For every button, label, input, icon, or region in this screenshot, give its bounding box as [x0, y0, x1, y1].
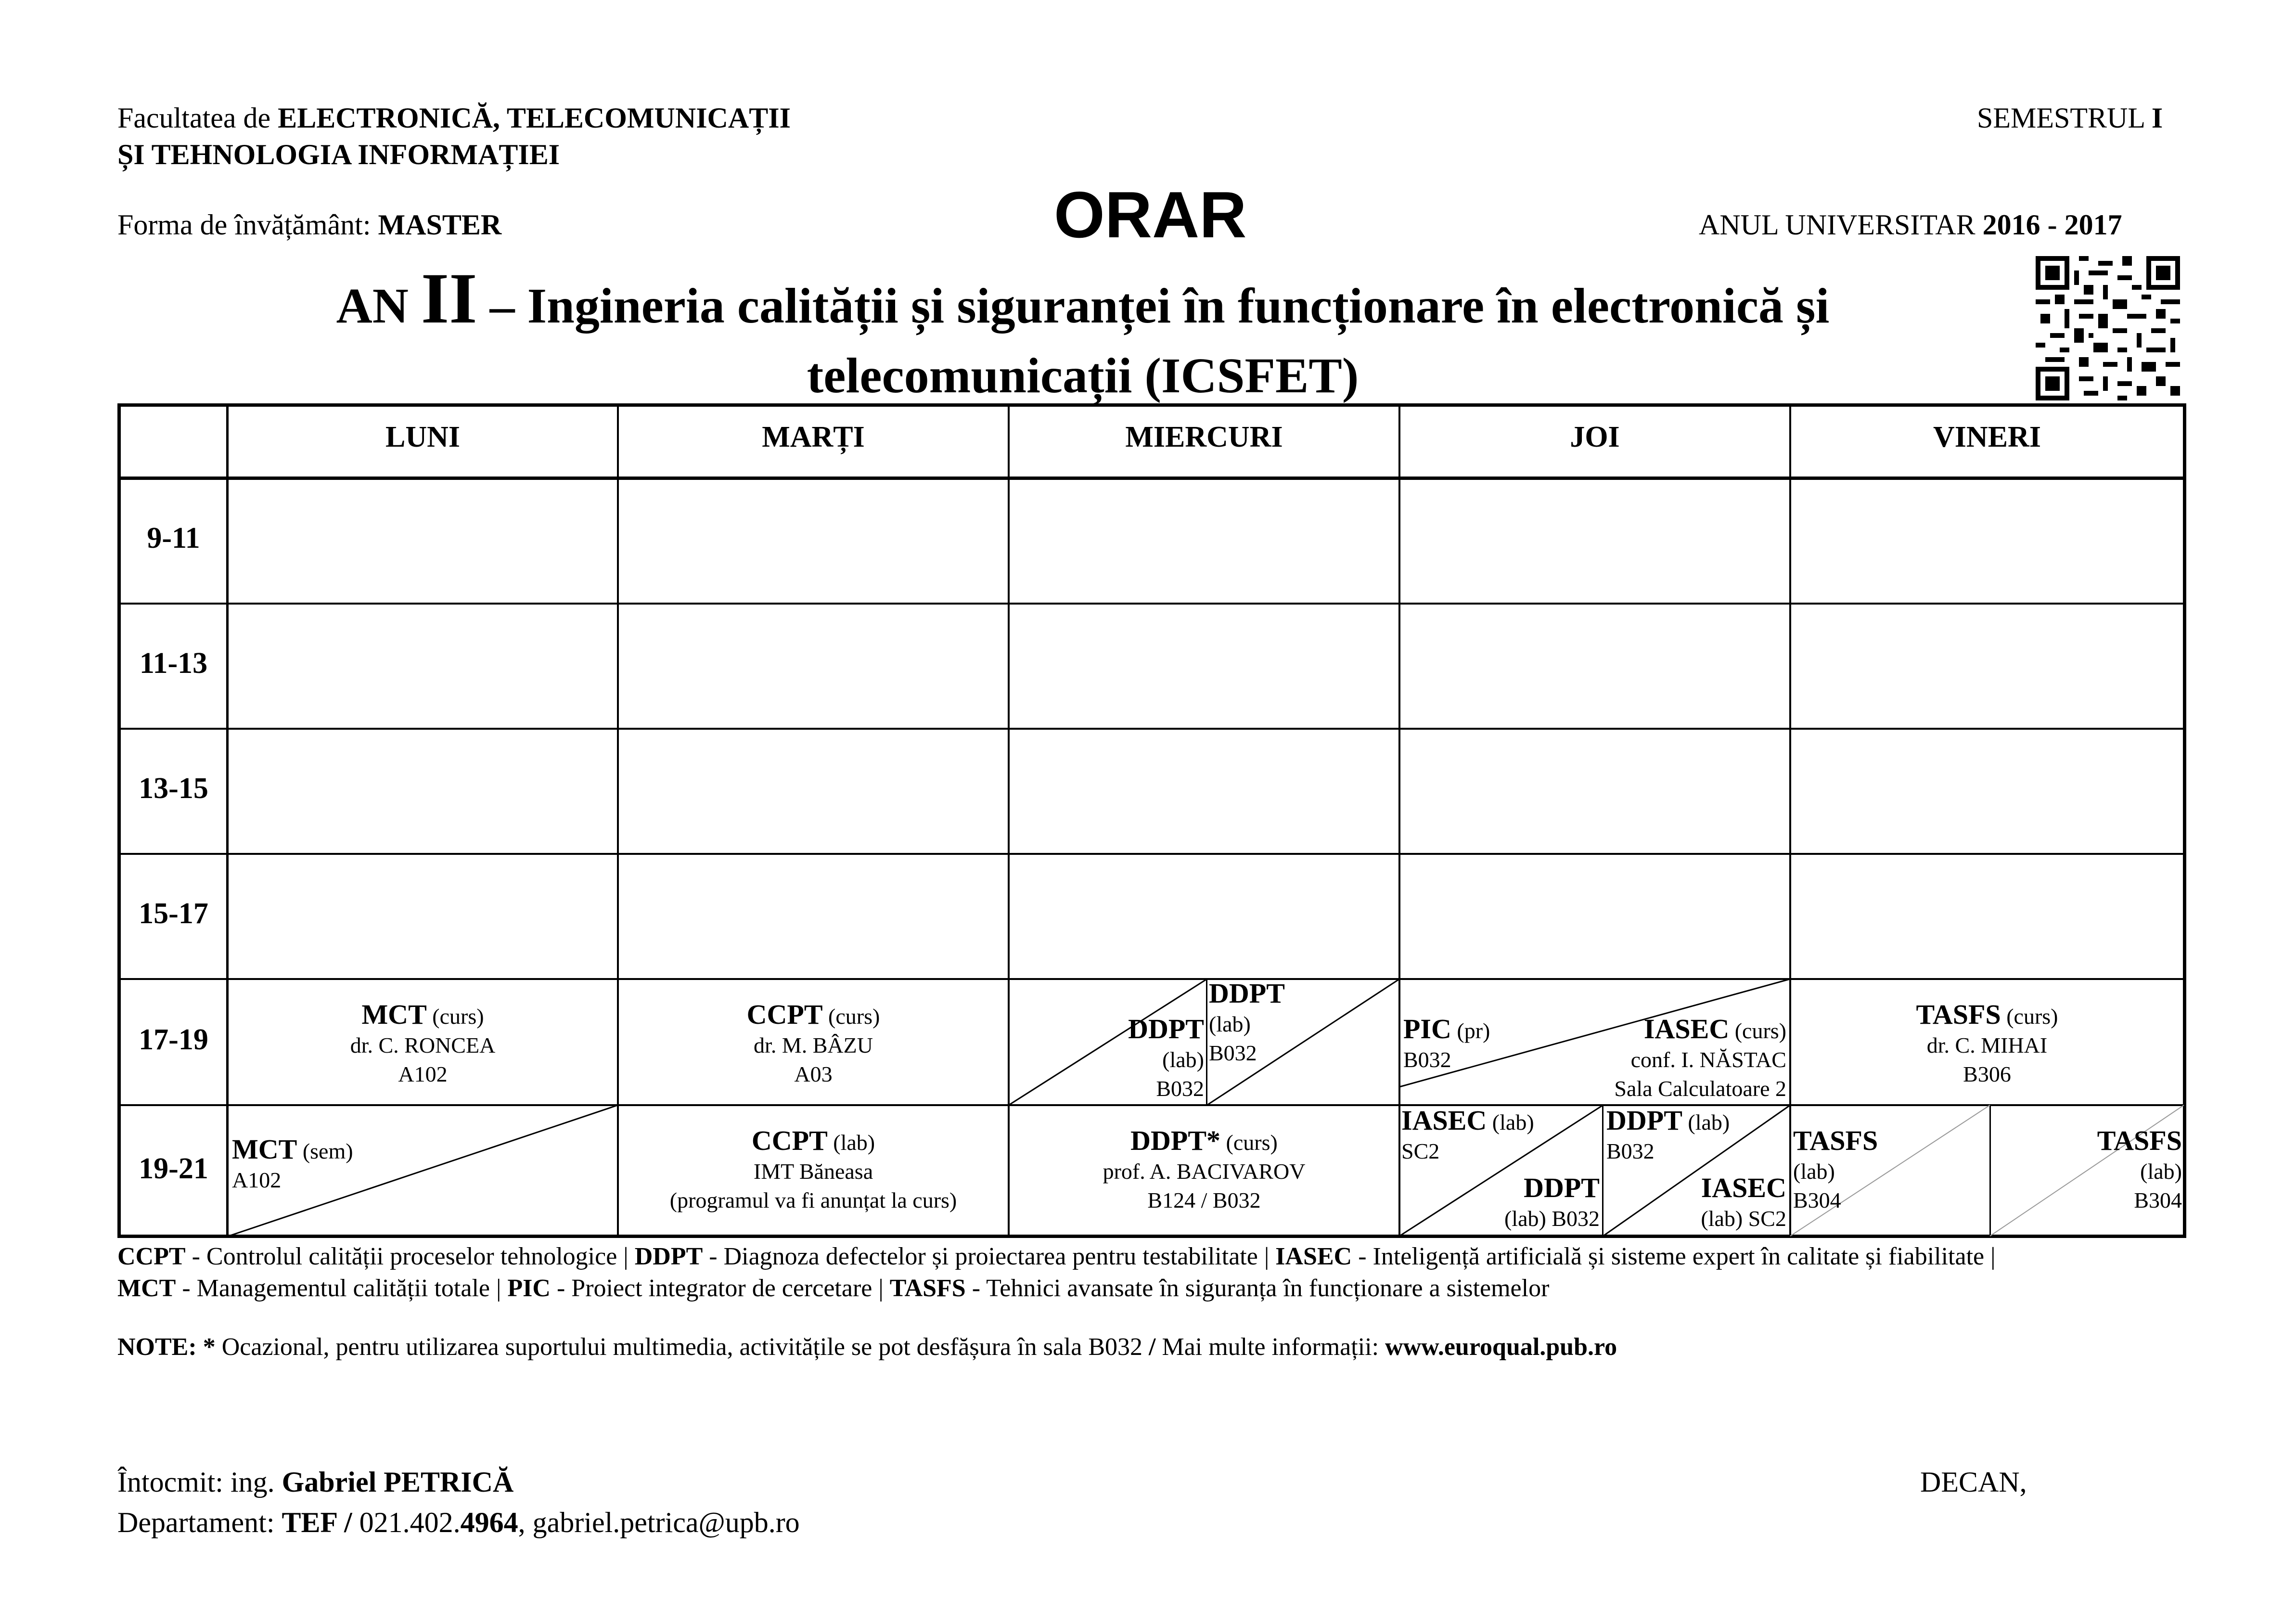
class-thu-19-21-a[interactable] — [1401, 1106, 1594, 1166]
room: B304 — [1793, 1188, 1841, 1212]
department-value: TEF — [282, 1507, 337, 1538]
class-thu-19-21-d[interactable] — [1609, 1173, 1786, 1233]
class-kind: (lab) — [1209, 1012, 1251, 1036]
teacher: dr. C. RONCEA — [350, 1033, 496, 1057]
slot-9-11: 9-11 — [147, 522, 200, 554]
website-link[interactable]: www.euroqual.pub.ro — [1385, 1333, 1617, 1361]
class-kind: (curs) — [1226, 1130, 1278, 1155]
room: A03 — [794, 1062, 833, 1086]
class-kind: (pr) — [1457, 1018, 1490, 1043]
faculty-line-2 — [117, 138, 560, 171]
academic-year-label: ANUL UNIVERSITAR — [1699, 209, 1975, 241]
class-wed-19-21[interactable] — [1010, 1126, 1398, 1215]
class-thu-19-21-b[interactable] — [1417, 1173, 1600, 1233]
class-fri-19-21-b[interactable] — [1991, 1126, 2182, 1215]
note-text-2: Mai multe informații: — [1155, 1333, 1385, 1361]
class-kind-room: (lab) SC2 — [1701, 1206, 1786, 1231]
room: B306 — [1963, 1062, 2011, 1086]
legend-text: - Managementul calității totale | — [176, 1275, 508, 1302]
subject: CCPT — [746, 999, 823, 1030]
department-slash: / — [336, 1507, 359, 1538]
class-kind: (curs) — [828, 1004, 880, 1029]
class-wed-17-19-a[interactable] — [1010, 1015, 1204, 1103]
class-kind: (lab) — [833, 1130, 875, 1155]
subject: IASEC — [1701, 1172, 1786, 1203]
slot-11-13: 11-13 — [139, 647, 208, 680]
program-name-1: – Ingineria calității și siguranței în funcționare în electronică și — [489, 278, 1830, 334]
faculty-line-1 — [117, 101, 791, 135]
phone-prefix: 021.402. — [359, 1507, 461, 1538]
teacher: conf. I. NĂSTAC — [1630, 1047, 1786, 1072]
subject: IASEC — [1643, 1013, 1730, 1044]
study-form — [117, 208, 501, 242]
legend-abbr: TASFS — [889, 1275, 966, 1302]
subject: PIC — [1403, 1013, 1451, 1044]
subject: DDPT — [1128, 1013, 1204, 1044]
legend-text: - Proiect integrator de cercetare | — [550, 1275, 890, 1302]
prepared-name: Gabriel PETRICĂ — [282, 1466, 514, 1498]
study-form-value: MASTER — [378, 209, 502, 241]
class-note: (programul va fi anunțat la curs) — [669, 1188, 957, 1212]
note-star: * — [203, 1333, 216, 1361]
subject: DDPT — [1524, 1172, 1600, 1203]
department-label: Departament: — [117, 1507, 275, 1538]
split-cell-diagonals — [117, 403, 2186, 1238]
legend-abbr: PIC — [507, 1275, 551, 1302]
subject: TASFS — [1916, 999, 2001, 1030]
legend-abbr: MCT — [117, 1275, 176, 1302]
room: B304 — [2134, 1188, 2182, 1212]
class-kind: (lab) — [2140, 1159, 2182, 1184]
semester-label: SEMESTRUL — [1977, 102, 2144, 134]
room: A102 — [232, 1168, 282, 1192]
room: B032 — [1209, 1041, 1257, 1065]
class-kind: (lab) — [1492, 1110, 1534, 1134]
day-wednesday: MIERCURI — [1125, 421, 1283, 453]
legend-text: - Inteligență artificială și sisteme expert în calitate și fiabilitate | — [1352, 1243, 1996, 1270]
subject: IASEC — [1401, 1105, 1487, 1136]
class-wed-17-19-b[interactable] — [1209, 979, 1397, 1068]
day-thursday: JOI — [1570, 421, 1620, 453]
teacher: dr. M. BÂZU — [754, 1033, 873, 1057]
room: Sala Calculatoare 2 — [1614, 1076, 1786, 1101]
legend-text: - Controlul calității proceselor tehnologice | — [185, 1243, 635, 1270]
teacher: prof. A. BACIVAROV — [1103, 1159, 1306, 1184]
program-name-2: telecomunicații (ICSFET) — [807, 348, 1359, 403]
department — [117, 1506, 800, 1539]
qr-code-icon — [2036, 256, 2180, 400]
academic-year — [1699, 208, 2122, 242]
room: B124 / B032 — [1147, 1188, 1261, 1212]
class-tue-19-21[interactable] — [619, 1126, 1008, 1215]
email-link[interactable]: , gabriel.petrica@upb.ro — [518, 1507, 800, 1538]
room: A102 — [398, 1062, 448, 1086]
legend-abbr: CCPT — [117, 1243, 186, 1270]
note-line — [117, 1331, 1617, 1363]
academic-year-value: 2016 - 2017 — [1982, 209, 2122, 241]
subject: TASFS — [1793, 1125, 1878, 1156]
room: B032 — [1403, 1047, 1451, 1072]
legend-line-2 — [117, 1273, 1549, 1304]
subject: DDPT* — [1130, 1125, 1221, 1156]
class-thu-17-19-b[interactable] — [1552, 1015, 1786, 1103]
day-tuesday: MARȚI — [762, 421, 865, 453]
class-kind-room: (lab) B032 — [1504, 1206, 1600, 1231]
legend-line-1 — [117, 1241, 1996, 1273]
class-kind: (lab) — [1688, 1110, 1730, 1134]
subject: CCPT — [751, 1125, 828, 1156]
note-label: NOTE: — [117, 1333, 197, 1361]
slot-15-17: 15-17 — [139, 897, 208, 930]
class-thu-19-21-c[interactable] — [1606, 1106, 1789, 1166]
class-fri-19-21-a[interactable] — [1793, 1126, 1986, 1215]
phone-extension: 4964 — [460, 1507, 518, 1538]
year-value: II — [421, 258, 477, 338]
class-mon-17-19[interactable] — [229, 1000, 617, 1089]
year-prefix: AN — [336, 278, 409, 334]
class-kind: (curs) — [1734, 1018, 1786, 1043]
legend-text: - Diagnoza defectelor și proiectarea pentru testabilitate | — [703, 1243, 1276, 1270]
class-fri-17-19[interactable] — [1791, 1000, 2183, 1089]
faculty-name-1: ELECTRONICĂ, TELECOMUNICAȚII — [278, 102, 791, 134]
slot-19-21: 19-21 — [139, 1152, 208, 1185]
subject: DDPT — [1209, 978, 1285, 1009]
slot-13-15: 13-15 — [139, 772, 208, 805]
teacher: dr. C. MIHAI — [1926, 1033, 2048, 1057]
prepared-by — [117, 1465, 513, 1499]
subject: MCT — [232, 1134, 297, 1165]
subject: DDPT — [1606, 1105, 1682, 1136]
faculty-name-2: ȘI TEHNOLOGIA INFORMAȚIEI — [117, 139, 560, 170]
class-kind: (lab) — [1793, 1159, 1835, 1184]
legend-abbr: DDPT — [634, 1243, 703, 1270]
legend-text: - Tehnici avansate în siguranța în funcționare a sistemelor — [965, 1275, 1550, 1302]
day-monday: LUNI — [385, 421, 461, 453]
class-kind: (curs) — [2006, 1004, 2058, 1029]
semester-value: I — [2151, 102, 2163, 134]
room: IMT Băneasa — [753, 1159, 873, 1184]
faculty-prefix: Facultatea de — [117, 102, 271, 134]
class-kind: (sem) — [302, 1139, 353, 1163]
room: B032 — [1156, 1076, 1204, 1101]
page-title: ORAR — [1054, 178, 1247, 251]
dean-signature-label: DECAN, — [1920, 1466, 2027, 1498]
class-thu-17-19-a[interactable] — [1403, 1015, 1548, 1074]
room: SC2 — [1401, 1139, 1440, 1163]
slot-17-19: 17-19 — [139, 1023, 208, 1056]
legend-abbr: IASEC — [1275, 1243, 1352, 1270]
note-slash: / — [1149, 1333, 1156, 1361]
semester — [1977, 101, 2163, 135]
prepared-label: Întocmit: ing. — [117, 1466, 275, 1498]
program-title — [144, 258, 2021, 411]
class-kind: (lab) — [1162, 1047, 1204, 1072]
room: B032 — [1606, 1139, 1655, 1163]
day-friday: VINERI — [1933, 421, 2041, 453]
class-kind: (curs) — [432, 1004, 484, 1029]
study-form-label: Forma de învățământ: — [117, 209, 371, 241]
subject: TASFS — [2097, 1125, 2182, 1156]
class-tue-17-19[interactable] — [619, 1000, 1008, 1089]
subject: MCT — [361, 999, 427, 1030]
timetable — [117, 403, 2186, 1238]
class-mon-19-21[interactable] — [232, 1135, 473, 1195]
note-text: Ocazional, pentru utilizarea suportului multimedia, activitățile se pot desfășura în sala B032 — [215, 1333, 1149, 1361]
